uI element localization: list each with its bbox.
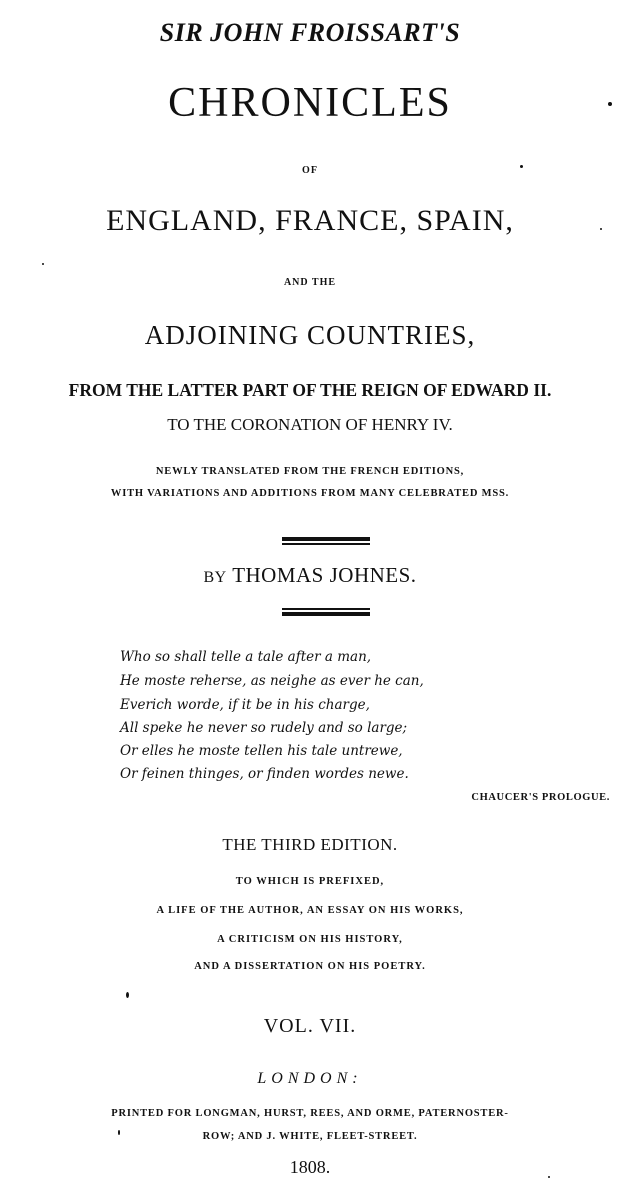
- scan-speck: [126, 992, 129, 998]
- epigraph-attribution: CHAUCER'S PROLOGUE.: [471, 792, 610, 803]
- connector-of: OF: [302, 165, 318, 176]
- epigraph-line: Or elles he moste tellen his tale untrewe,: [120, 743, 403, 759]
- prefixed-line: AND A DISSERTATION ON HIS POETRY.: [194, 961, 426, 972]
- reign-line-2: TO THE CORONATION OF HENRY IV.: [167, 415, 453, 434]
- double-rule-bottom: [282, 608, 370, 620]
- publication-year: 1808.: [289, 1157, 331, 1177]
- scan-speck: [520, 165, 523, 168]
- connector-and-the: AND THE: [283, 277, 337, 288]
- countries-line-2: ADJOINING COUNTRIES,: [144, 320, 476, 350]
- translator-name: THOMAS JOHNES.: [232, 563, 417, 587]
- scan-speck: [548, 1176, 550, 1178]
- scan-speck: [118, 1130, 120, 1135]
- main-title: CHRONICLES: [168, 80, 452, 126]
- prefixed-line: A LIFE OF THE AUTHOR, AN ESSAY ON HIS WORKS,: [156, 905, 464, 916]
- countries-line-1: ENGLAND, FRANCE, SPAIN,: [106, 204, 514, 237]
- scan-speck: [608, 102, 612, 106]
- scan-speck: [42, 263, 44, 265]
- volume-number: VOL. VII.: [263, 1015, 357, 1037]
- epigraph-line: Everich worde, if it be in his charge,: [120, 697, 370, 713]
- epigraph-line: All speke he never so rudely and so large;: [120, 720, 408, 736]
- printer-line-2: ROW; AND J. WHITE, FLEET-STREET.: [202, 1131, 418, 1142]
- epigraph-line: Who so shall telle a tale after a man,: [120, 649, 372, 665]
- reign-line-1: FROM THE LATTER PART OF THE REIGN OF EDWARD II.: [68, 380, 552, 400]
- translation-line-2: WITH VARIATIONS AND ADDITIONS FROM MANY CELEBRATED MSS.: [110, 488, 510, 499]
- author-title: SIR JOHN FROISSART'S: [159, 18, 461, 47]
- edition-label: THE THIRD EDITION.: [222, 835, 398, 854]
- by-word: BY: [203, 569, 227, 586]
- prefixed-line: A CRITICISM ON HIS HISTORY,: [217, 934, 403, 945]
- byline: [0, 565, 620, 586]
- translation-line-1: NEWLY TRANSLATED FROM THE FRENCH EDITIONS,: [155, 466, 465, 477]
- printer-line-1: PRINTED FOR LONGMAN, HURST, REES, AND ORME, PATERNOSTER-: [111, 1108, 509, 1119]
- epigraph-line: Or feinen thinges, or finden wordes newe.: [120, 766, 409, 782]
- epigraph-line: He moste reherse, as neighe as ever he can,: [120, 673, 424, 689]
- scan-speck: [600, 228, 602, 230]
- imprint-city: LONDON:: [257, 1070, 363, 1087]
- double-rule-top: [282, 537, 370, 549]
- prefixed-line: TO WHICH IS PREFIXED,: [235, 876, 385, 887]
